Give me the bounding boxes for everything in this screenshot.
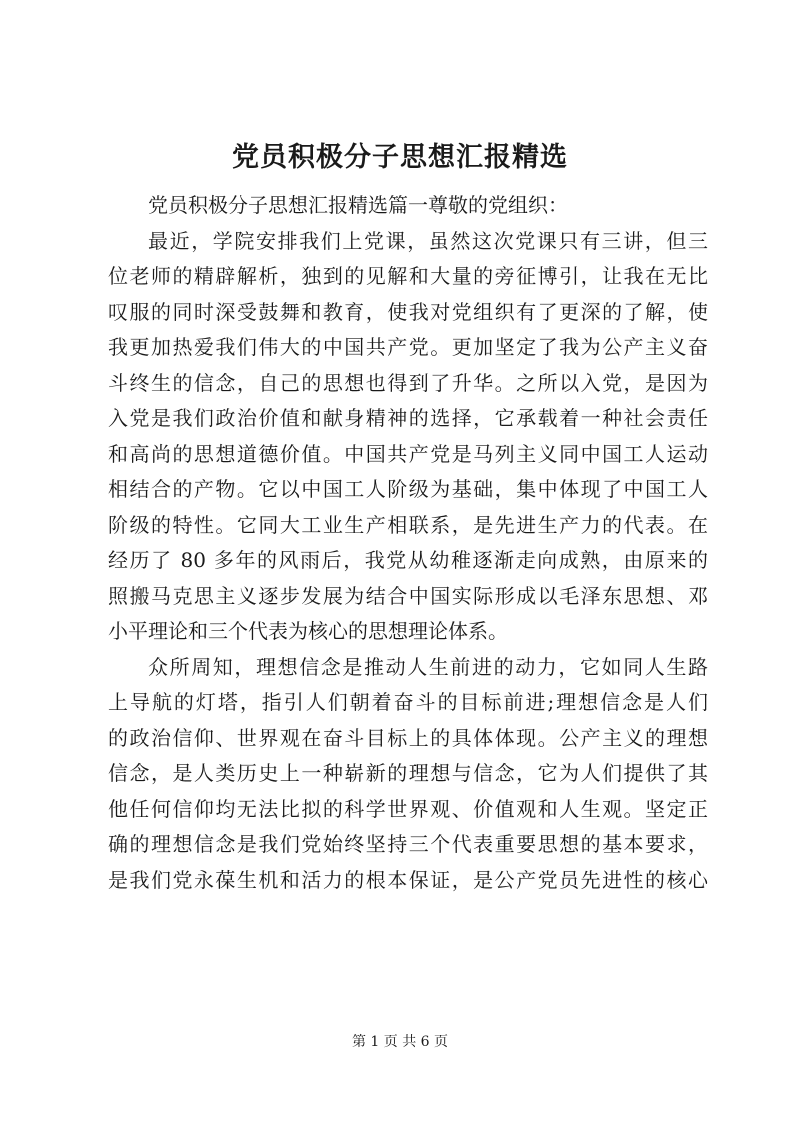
text-line: 是我们党永葆生机和活力的根本保证，是公产党员先进性的核心 <box>108 867 708 892</box>
text-line: 我更加热爱我们伟大的中国共产党。更加坚定了我为公产主义奋 <box>108 335 708 359</box>
document-body <box>108 188 708 898</box>
text-line: 党员积极分子思想汇报精选篇一尊敬的党组织： <box>148 193 568 217</box>
text-line: 叹服的同时深受鼓舞和教育，使我对党组织有了更深的了解，使 <box>108 299 708 324</box>
text-line: 他任何信仰均无法比拟的科学世界观、价值观和人生观。坚定正 <box>108 796 708 821</box>
text-line: 位老师的精辟解析，独到的见解和大量的旁征博引，让我在无比 <box>108 264 708 288</box>
text-line: 阶级的特性。它同大工业生产相联系，是先进生产力的代表。在 <box>108 512 708 537</box>
text-line: 入党是我们政治价值和献身精神的选择，它承载着一种社会责任 <box>108 406 708 430</box>
page-footer <box>0 1032 800 1052</box>
text-line: 的政治信仰、世界观在奋斗目标上的具体体现。公产主义的理想 <box>108 725 708 750</box>
page-indicator: 第 1 页 共 6 页 <box>351 1034 449 1050</box>
text-line: 和高尚的思想道德价值。中国共产党是马列主义同中国工人运动 <box>108 441 708 466</box>
paragraph <box>108 188 708 224</box>
paragraph <box>108 224 708 650</box>
text-line: 斗终生的信念，自己的思想也得到了升华。之所以入党，是因为 <box>108 370 708 395</box>
text-line: 上导航的灯塔，指引人们朝着奋斗的目标前进;理想信念是人们 <box>108 690 708 714</box>
document-title: 党员积极分子思想汇报精选 <box>232 142 568 173</box>
text-line: 信念，是人类历史上一种崭新的理想与信念，它为人们提供了其 <box>108 761 708 785</box>
text-line: 经历了 80 多年的风雨后，我党从幼稚逐渐走向成熟，由原来的 <box>108 548 708 572</box>
text-line: 相结合的产物。它以中国工人阶级为基础，集中体现了中国工人 <box>108 477 708 501</box>
text-line: 照搬马克思主义逐步发展为结合中国实际形成以毛泽东思想、邓 <box>108 583 708 608</box>
text-line: 确的理想信念是我们党始终坚持三个代表重要思想的基本要求， <box>108 832 708 856</box>
text-line: 小平理论和三个代表为核心的思想理论体系。 <box>108 619 508 643</box>
text-line: 最近，学院安排我们上党课，虽然这次党课只有三讲，但三 <box>148 228 708 253</box>
text-line: 众所周知，理想信念是推动人生前进的动力，它如同人生路 <box>148 654 708 679</box>
paragraph <box>108 650 708 899</box>
